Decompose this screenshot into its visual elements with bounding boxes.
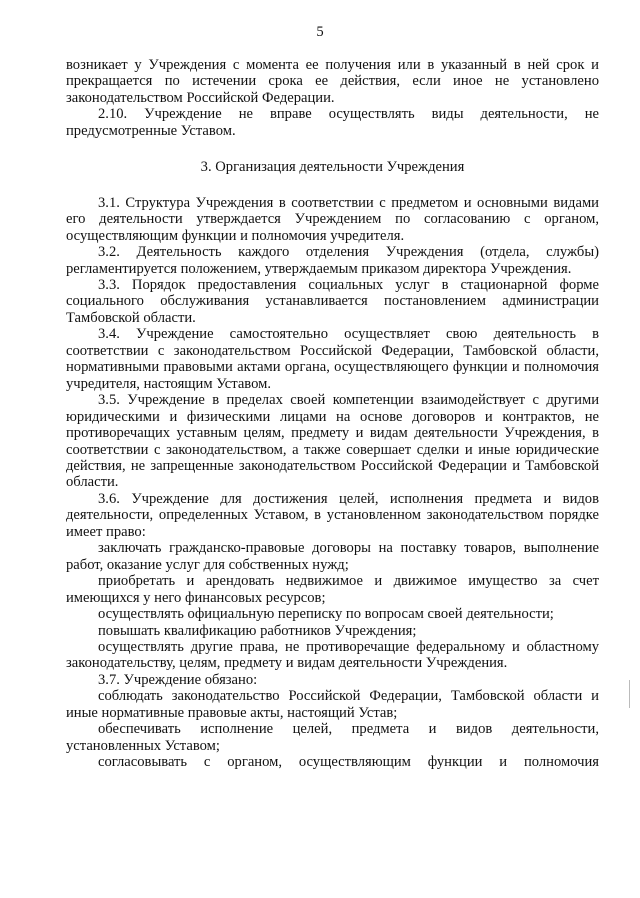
list-item: осуществлять официальную переписку по вопросам своей деятельности;	[98, 606, 554, 623]
list-item: обеспечивать исполнение целей, предмета и видов деятельности, установленных Уставом;	[66, 721, 599, 754]
list-item: соблюдать законодательство Российской Федерации, Тамбовской области и иные нормативные правовые акты, настоящий Устав;	[66, 688, 599, 721]
paragraph: 3.3. Порядок предоставления социальных услуг в стационарной форме социального обслуживания устанавливается постановлением администрации Тамбовской области.	[66, 276, 599, 326]
paragraph: 3.4. Учреждение самостоятельно осуществляет свою деятельность в соответствии с законодательством Российской Федерации, Тамбовской области, нормативными правовыми актами органа, осуществляющего функции и полномочия учредителя, настоящим Уставом.	[66, 326, 599, 392]
paragraph: 3.5. Учреждение в пределах своей компетенции взаимодействует с другими юридическими и физическими лицами на основе договоров и контрактов, не противоречащих уставным целям, предмету и видам деятельности Учреждения, в соответствии с законодательством, а также совершает сделки и иные юридические действия, не запрещенные законодательством Российской Федерации и Тамбовской области.	[66, 392, 599, 491]
list-item: повышать квалификацию работников Учреждения;	[98, 622, 417, 639]
paragraph: 3.2. Деятельность каждого отделения Учреждения (отдела, службы) регламентируется положением, утверждаемым приказом директора Учреждения.	[66, 244, 599, 277]
section-heading: 3. Организация деятельности Учреждения	[200, 159, 465, 176]
paragraph: 2.10. Учреждение не вправе осуществлять виды деятельности, не предусмотренные Уставом.	[66, 106, 599, 139]
document-body	[66, 57, 599, 771]
paragraph: 3.1. Структура Учреждения в соответствии с предметом и основными видами его деятельности утверждается Учреждением по согласованию с органом, осуществляющим функции и полномочия учредителя.	[66, 194, 599, 244]
list-item: осуществлять другие права, не противоречащие федеральному и областному законодательству, целям, предмету и видам деятельности Учреждения.	[66, 638, 599, 672]
list-item: заключать гражданско-правовые договоры на поставку товаров, выполнение работ, оказание услуг для собственных нужд;	[66, 540, 599, 573]
page-number: 5	[316, 24, 324, 40]
paragraph: возникает у Учреждения с момента ее получения или в указанный в ней срок и прекращается по истечении срока ее действия, если иное не установлено законодательством Российской Федерации.	[66, 57, 599, 106]
list-item: приобретать и арендовать недвижимое и движимое имущество за счет имеющихся у него финансовых ресурсов;	[66, 573, 599, 606]
list-item: согласовывать с органом, осуществляющим функции и полномочия	[98, 754, 599, 771]
paragraph: 3.6. Учреждение для достижения целей, исполнения предмета и видов деятельности, определенных Уставом, в установленном законодательством порядке имеет право:	[66, 490, 599, 540]
scan-edge-mark	[629, 680, 630, 708]
paragraph: 3.7. Учреждение обязано:	[98, 671, 258, 688]
